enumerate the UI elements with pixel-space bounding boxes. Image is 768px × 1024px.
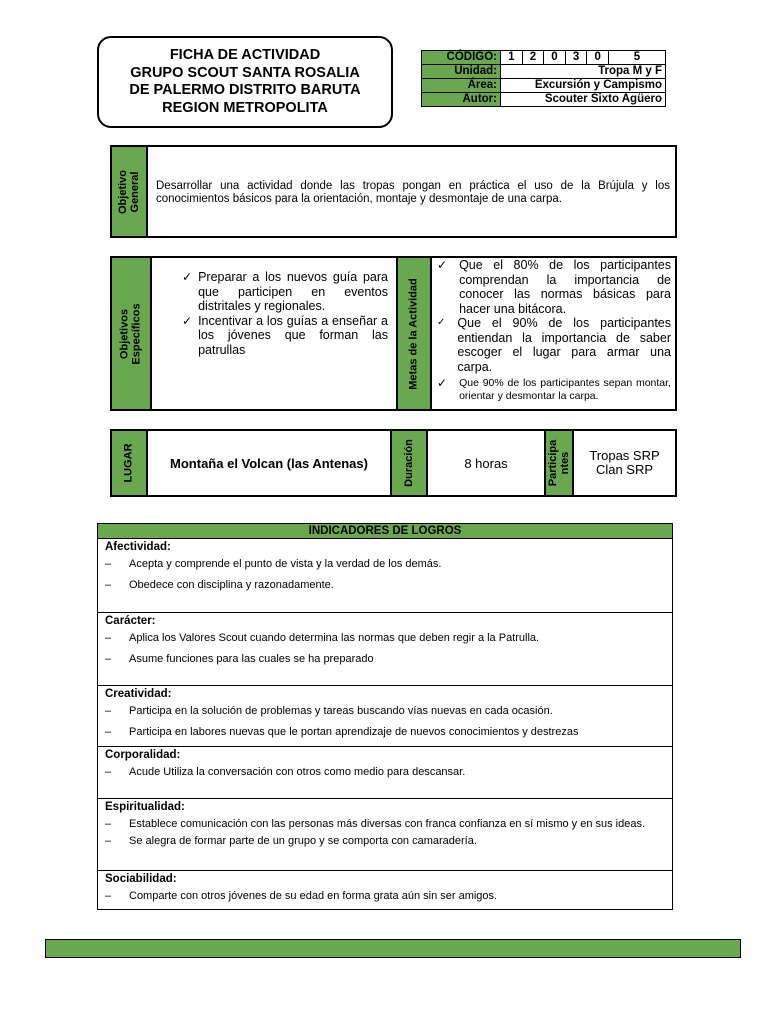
list-item [105,578,665,593]
footer-bar [45,939,741,958]
list-item [105,817,665,832]
specific-objective-text: Preparar a los nuevos guía para que participen en eventos distritales y regionales. [198,270,388,313]
list-item [105,765,665,780]
indicator-text: Obedece con disciplina y razonadamente. [129,578,334,591]
participants-label-cell [544,431,574,495]
general-objective-text: Desarrollar una actividad donde las tropas pongan en práctica el uso de la Brújula y los conocimientos básicos para la orientación, montaje y desmontaje de una carpa. [156,180,670,205]
document-title-box [97,36,393,128]
list-item [105,725,665,740]
dash: – [105,766,112,778]
code-digit: 0 [544,51,566,65]
dash: – [105,558,112,570]
code-digit: 5 [609,51,666,65]
list-item [105,557,665,572]
place-label-cell [112,431,148,495]
indicator-section [98,686,672,747]
indicator-section-title: Espiritualidad: [105,801,185,813]
checkmark-icon: ✓ [437,376,448,390]
indicator-text: Asume funciones para las cuales se ha preparado [129,652,374,665]
area-value: Excursión y Campismo [501,79,666,93]
list-item [105,704,665,719]
general-objective-label-line2: General [129,171,142,212]
indicator-section-title: Sociabilidad: [105,873,177,885]
activity-goals-label-cell [396,258,432,409]
code-digit: 3 [565,51,587,65]
list-item [437,258,671,316]
code-digit: 1 [501,51,523,65]
specific-objectives-label-cell [112,258,152,409]
area-label: Área: [422,79,501,93]
achievement-indicators-table [97,523,673,910]
duration-value: 8 horas [464,455,508,471]
indicator-section-title: Corporalidad: [105,749,181,761]
indicator-section-title: Creatividad: [105,688,172,700]
specific-objectives-label [119,303,143,364]
checkmark-icon: ✓ [182,313,193,328]
list-item [105,631,665,646]
place-box [110,429,677,497]
indicator-section [98,871,672,909]
place-value: Montaña el Volcan (las Antenas) [170,455,368,471]
list-item [105,889,665,904]
participants-label-line2: ntes [559,451,571,475]
author-label: Autor: [422,93,501,107]
participants-line2: Clan SRP [595,462,654,477]
goal-text: Que el 80% de los participantes comprendan la importancia de conocer las normas básicas para hacer una bitácora. [459,258,671,316]
general-objective-label-line1: Objetivo [117,169,130,214]
list-item [437,376,671,402]
goal-text: Que el 90% de los participantes entiendan la importancia de saber escoger el lugar para armar una carpa. [457,316,671,374]
goal-text: Que 90% de los participantes sepan montar, orientar y desmontar la carpa. [459,377,671,402]
dash: – [105,890,112,902]
indicator-text: Comparte con otros jóvenes de su edad en forma grata aún sin ser amigos. [129,890,498,902]
participants-line1: Tropas SRP [589,448,660,463]
code-digit: 2 [522,51,544,65]
indicator-text: Participa en labores nuevas que le portan aprendizaje de nuevos conocimientos y destrezas [129,725,579,738]
dash: – [105,705,112,717]
indicator-text: Establece comunicación con las personas más diversas con franca confianza en sí mismo y en sus ideas. [129,818,646,830]
participants-label-line1: Participa [547,439,559,487]
indicator-text: Acude Utiliza la conversación con otros como medio para descansar. [129,766,466,778]
indicator-section [98,539,672,613]
code-digit: 0 [587,51,609,65]
indicator-text: Aplica los Valores Scout cuando determina las normas que deben regir a la Patrulla. [129,632,540,644]
list-item [105,834,665,849]
specific-objectives-box [110,256,677,411]
list-item [437,316,671,374]
duration-label-cell [390,431,428,495]
indicator-section [98,747,672,799]
dash: – [105,818,112,830]
specific-objectives-label-line2: Específicos [131,302,144,365]
general-objective-box [110,145,677,238]
title-line-3: DE PALERMO DISTRITO BARUTA [129,82,361,98]
activity-goals-label: Metas de la Actividad [408,277,420,390]
unit-label: Unidad: [422,65,501,79]
participants-value [574,431,675,495]
indicator-text: Se alegra de formar parte de un grupo y se comporta con camaradería. [129,834,477,847]
code-label: CÓDIGO: [422,51,501,65]
indicator-section [98,613,672,686]
general-objective-label-cell [112,147,148,236]
checkmark-icon: ✓ [437,317,446,328]
specific-objectives-list [182,270,388,357]
activity-goals-list [437,258,671,402]
specific-objectives-label-line1: Objetivos [119,308,132,359]
dash: – [105,652,112,665]
title-line-2: GRUPO SCOUT SANTA ROSALIA [130,64,360,81]
indicators-header: INDICADORES DE LOGROS [98,524,672,539]
indicator-text: Participa en la solución de problemas y tareas buscando vías nuevas en cada ocasión. [129,705,553,717]
dash: – [105,725,112,738]
duration-label: Duración [403,439,415,487]
place-label: LUGAR [123,443,136,483]
title-line-4: REGION METROPOLITA [162,99,328,116]
dash: – [105,632,112,644]
code-table [421,50,666,107]
unit-value: Tropa M y F [501,65,666,79]
indicator-section [98,799,672,871]
checkmark-icon: ✓ [182,270,193,284]
indicator-section-title: Afectividad: [105,541,171,553]
list-item [105,652,665,667]
dash: – [105,578,112,591]
indicator-text: Acepta y comprende el punto de vista y la verdad de los demás. [129,558,442,570]
list-item [182,270,388,314]
indicator-section-title: Carácter: [105,615,156,627]
general-objective-label [117,169,141,213]
checkmark-icon: ✓ [437,258,448,272]
specific-objective-text: Incentivar a los guías a enseñar a los jóvenes que forman las patrullas [198,313,388,357]
author-value: Scouter Sixto Agüero [501,93,666,107]
dash: – [105,834,112,847]
list-item [182,314,388,358]
participants-label [547,440,571,486]
title-line-1: FICHA DE ACTIVIDAD [169,47,321,63]
